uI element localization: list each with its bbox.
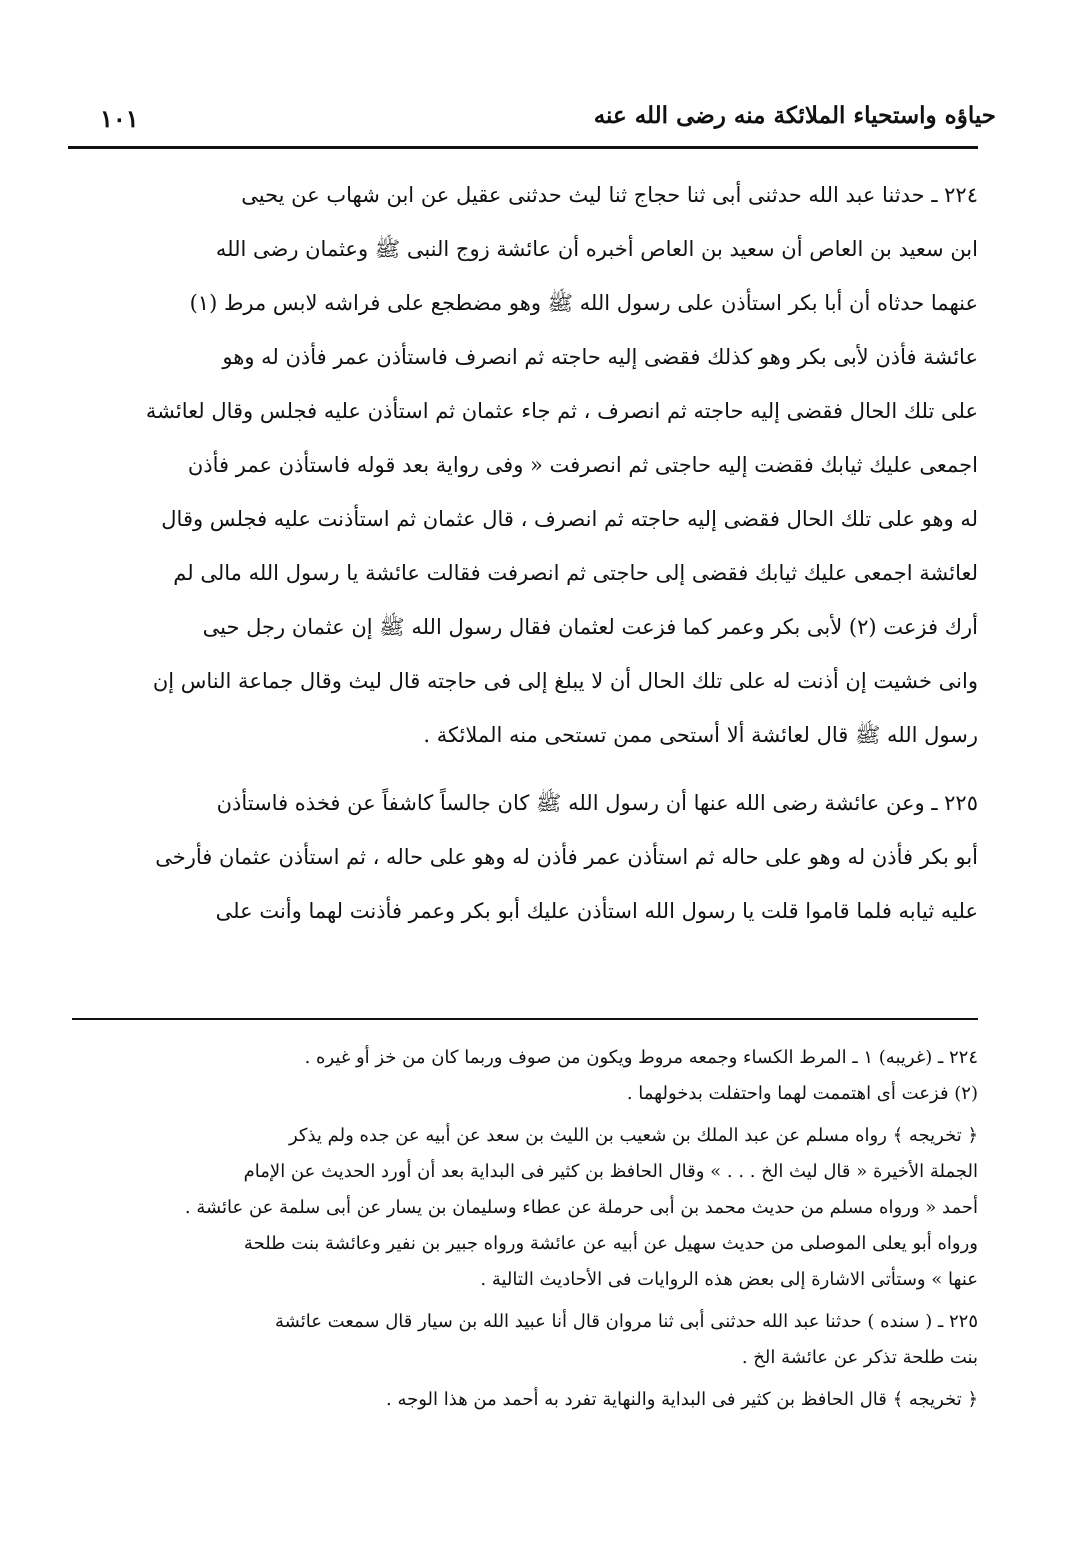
footnote-225-takhrij — [72, 1382, 978, 1418]
text-line: رسول الله ﷺ قال لعائشة ألا أستحى ممن تستحى منه الملائكة . — [423, 723, 978, 747]
page-number: ١٠١ — [100, 104, 139, 133]
text-line: وانى خشيت إن أذنت له على تلك الحال أن لا يبلغ إلى فى حاجته قال ليث وقال جماعة الناس إن — [152, 669, 978, 693]
text-line: له وهو على تلك الحال فقضى إليه حاجته ثم انصرف ، قال عثمان ثم استأذنت عليه فجلس وقال — [161, 507, 978, 531]
main-text — [72, 168, 978, 938]
footnote-line: بنت طلحة تذكر عن عائشة الخ . — [741, 1347, 978, 1368]
footnote-line: عنها » وستأتى الاشارة إلى بعض هذه الروايات فى الأحاديث التالية . — [480, 1269, 978, 1290]
footnote-line: أحمد « ورواه مسلم من حديث محمد بن أبى حرملة عن عطاء وسليمان بن يسار عن أبى سلمة عن عائشة . — [184, 1197, 978, 1218]
text-line: على تلك الحال فقضى إليه حاجته ثم انصرف ، ثم جاء عثمان ثم استأذن عليه فجلس وقال لعائشة — [145, 399, 978, 423]
hadith-225 — [72, 776, 978, 938]
text-line: لعائشة اجمعى عليك ثيابك فقضى إلى حاجتى ثم انصرفت فقالت عائشة يا رسول الله مالى لم — [173, 561, 978, 585]
footnote-line: ٢٢٤ ـ (غريبه) ١ ـ المرط الكساء وجمعه مروط ويكون من صوف وربما كان من خز أو غيره . — [304, 1047, 978, 1068]
header-rule — [68, 146, 978, 149]
footnote-line: الجملة الأخيرة « قال ليث الخ . . . » وقال الحافظ بن كثير فى البداية بعد أن أورد الحديث عن الإمام — [243, 1161, 978, 1182]
page-header — [68, 96, 996, 146]
footnote-225-sanad — [72, 1304, 978, 1376]
footnote-rule — [72, 1018, 978, 1020]
footnote-line: ورواه أبو يعلى الموصلى من حديث سهيل عن أبيه عن عائشة ورواه جبير بن نفير وعائشة بنت طلحة — [243, 1233, 978, 1254]
text-line: أرك فزعت (٢) لأبى بكر وعمر كما فزعت لعثمان فقال رسول الله ﷺ إن عثمان رجل حيى — [202, 615, 978, 639]
footnote-line: ٢٢٥ ـ ( سنده ) حدثنا عبد الله حدثنى أبى ثنا مروان قال أنا عبيد الله بن سيار قال سمعت عائشة — [275, 1311, 978, 1332]
text-line: عنهما حدثاه أن أبا بكر استأذن على رسول الله ﷺ وهو مضطجع على فراشه لابس مرط (١) — [189, 291, 978, 315]
footnote-line: ﴿ تخريجه ﴾ رواه مسلم عن عبد الملك بن شعيب بن الليث بن سعد عن أبيه عن جده ولم يذكر — [288, 1125, 978, 1146]
footnote-line: ﴿ تخريجه ﴾ قال الحافظ بن كثير فى البداية والنهاية تفرد به أحمد من هذا الوجه . — [386, 1389, 978, 1410]
text-line: عليه ثيابه فلما قاموا قلت يا رسول الله استأذن عليك أبو بكر وعمر فأذنت لهما وأنت على — [215, 899, 978, 923]
text-line: ٢٢٥ ـ وعن عائشة رضى الله عنها أن رسول الله ﷺ كان جالساً كاشفاً عن فخذه فاستأذن — [216, 791, 978, 815]
footnotes — [72, 1040, 978, 1418]
footnote-line: (٢) فزعت أى اهتممت لهما واحتفلت بدخولهما . — [626, 1083, 978, 1104]
text-line: عائشة فأذن لأبى بكر وهو كذلك فقضى إليه حاجته ثم انصرف فاستأذن عمر فأذن له وهو — [222, 345, 978, 369]
text-line: اجمعى عليك ثيابك فقضت إليه حاجتى ثم انصرفت « وفى رواية بعد قوله فاستأذن عمر فأذن — [187, 453, 978, 477]
text-line: ٢٢٤ ـ حدثنا عبد الله حدثنى أبى ثنا حجاج ثنا ليث حدثنى عقيل عن ابن شهاب عن يحيى — [241, 183, 978, 207]
running-title: حياؤه واستحياء الملائكة منه رضى الله عنه — [593, 102, 996, 129]
text-line: أبو بكر فأذن له وهو على حاله ثم استأذن عمر فأذن له وهو على حاله ، ثم استأذن عثمان فأرخى — [155, 845, 978, 869]
footnote-224-gloss — [72, 1040, 978, 1112]
text-line: ابن سعيد بن العاص أن سعيد بن العاص أخبره أن عائشة زوج النبى ﷺ وعثمان رضى الله — [215, 237, 978, 261]
hadith-224 — [72, 168, 978, 762]
footnote-224-takhrij — [72, 1118, 978, 1298]
